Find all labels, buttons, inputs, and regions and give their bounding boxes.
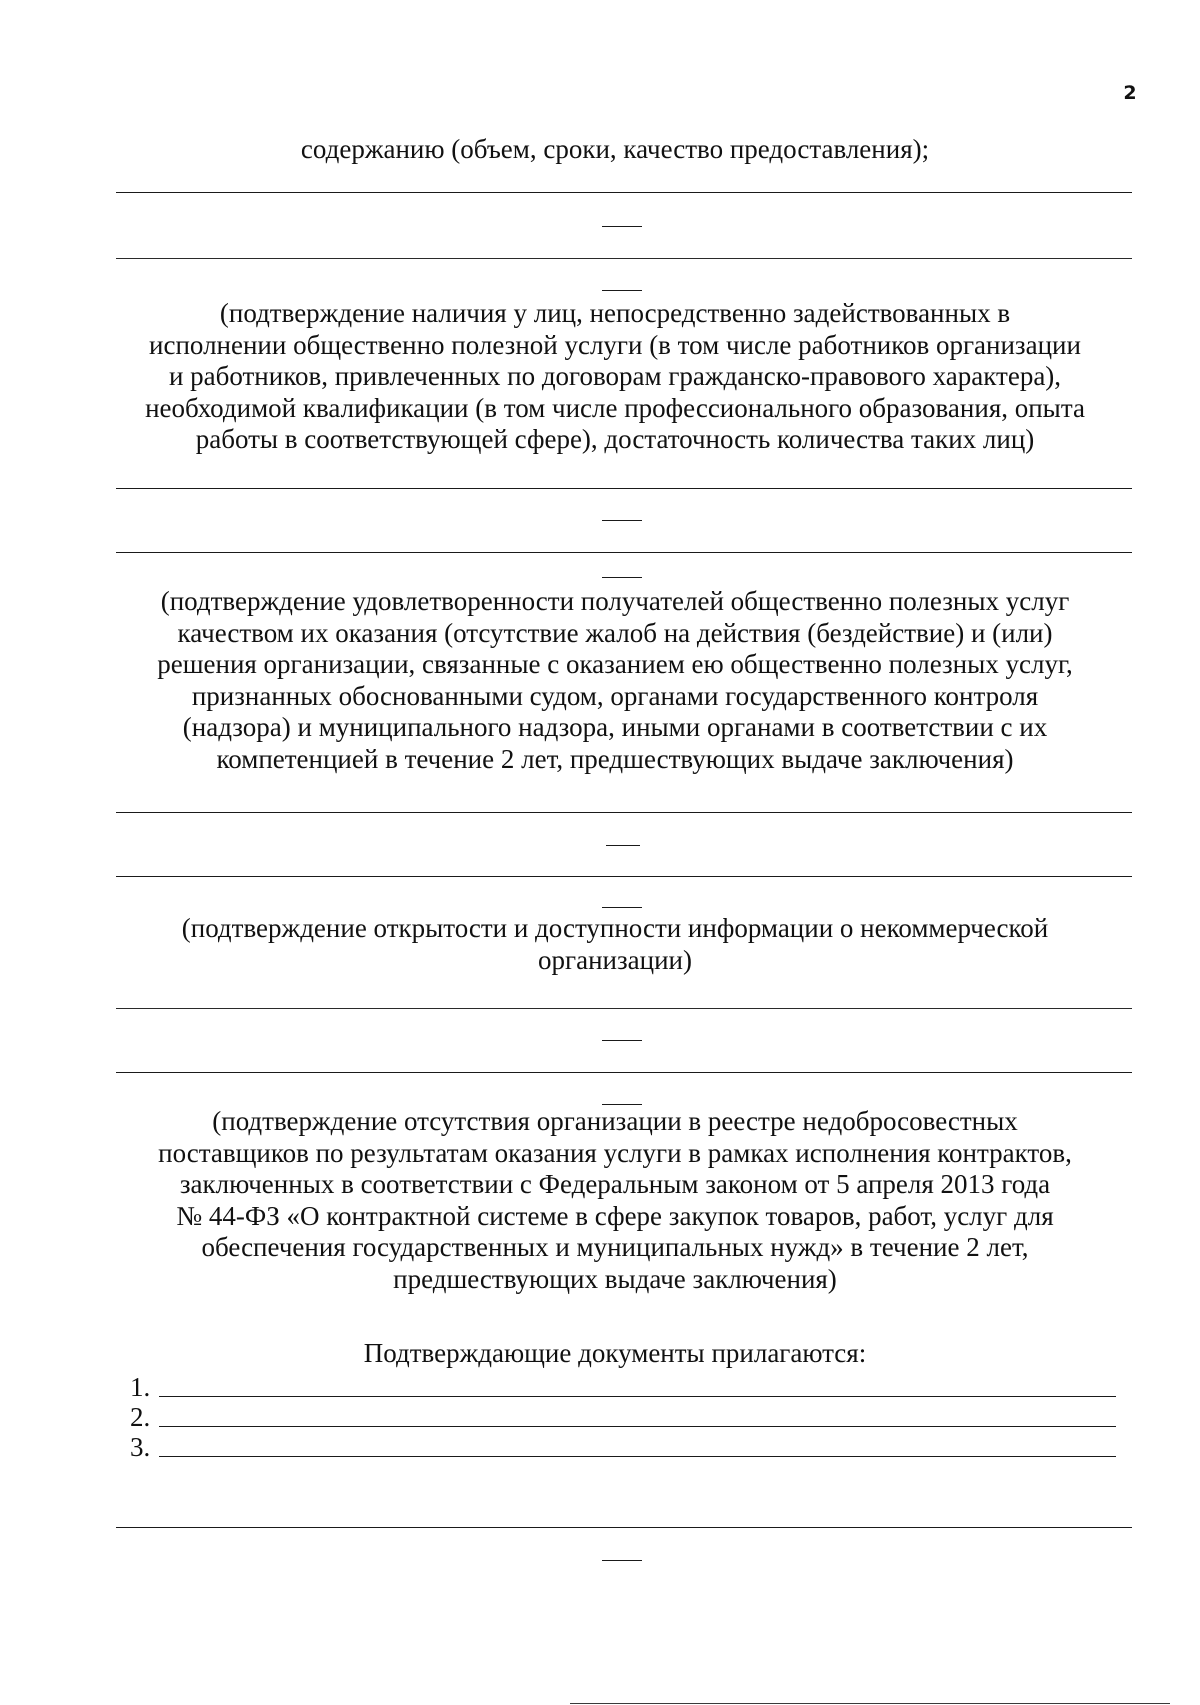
dash-mark [602,226,642,227]
caption-unfair-suppliers [110,1106,1120,1295]
caption-qualification [110,298,1120,456]
fill-line [116,1072,1132,1073]
dash-mark [602,290,642,291]
dash-mark [602,1040,642,1041]
caption-line: решения организации, связанные с оказанием ею общественно полезных услуг, [157,649,1073,679]
caption-line: поставщиков по результатам оказания услуги в рамках исполнения контрактов, [158,1137,1072,1168]
caption-line: компетенцией в течение 2 лет, предшествующих выдаче заключения) [216,743,1014,774]
dash-mark [602,520,642,521]
caption-line: (подтверждение открытости и доступности информации о некоммерческой [181,913,1049,943]
caption-line: обеспечения государственных и муниципальных нужд» в течение 2 лет, [201,1232,1029,1262]
page-number: 2 [1123,82,1137,104]
dash-mark [602,1104,642,1105]
fill-line [116,812,1132,813]
caption-line: № 44-ФЗ «О контрактной системе в сфере закупок товаров, работ, услуг для [176,1200,1054,1231]
attachment-item-3 [130,1432,1130,1462]
attachment-number: 1. [130,1372,151,1402]
fill-line [116,1527,1132,1528]
scan-edge-line [570,1703,1170,1704]
fill-line [116,876,1132,877]
attachment-fill-line [159,1396,1116,1397]
intro-line: содержанию (объем, сроки, качество предоставления); [300,134,930,164]
caption-line: (подтверждение удовлетворенности получателей общественно полезных услуг [160,586,1070,616]
fill-line [116,1008,1132,1009]
caption-line: исполнении общественно полезной услуги (в том числе работников организации [149,329,1081,360]
attachment-number: 2. [130,1402,151,1432]
attachment-item-1 [130,1372,1130,1402]
caption-line: необходимой квалификации (в том числе профессионального образования, опыта [145,392,1085,423]
attachment-fill-line [159,1456,1116,1457]
fill-line [116,488,1132,489]
fill-line [116,258,1132,259]
dash-mark [602,1560,642,1561]
attachment-fill-line [159,1426,1116,1427]
caption-line: качеством их оказания (отсутствие жалоб на действия (бездействие) и (или) [177,617,1053,648]
caption-line: предшествующих выдаче заключения) [393,1263,837,1294]
attachment-item-2 [130,1402,1130,1432]
caption-line: (надзора) и муниципального надзора, иными органами в соответствии с их [182,712,1048,742]
dash-mark [606,845,640,846]
caption-openness [110,913,1120,976]
caption-line: работы в соответствующей сфере), достаточность количества таких лиц) [195,424,1035,454]
attachments-heading: Подтверждающие документы прилагаются: [363,1338,867,1368]
caption-line: и работников, привлеченных по договорам гражданско-правового характера), [168,361,1062,391]
dash-mark [602,577,642,578]
caption-line: заключенных в соответствии с Федеральным законом от 5 апреля 2013 года [179,1169,1051,1199]
caption-satisfaction [110,586,1120,775]
caption-line: организации) [538,944,692,975]
caption-line: (подтверждение отсутствия организации в реестре недобросовестных [212,1106,1018,1136]
fill-line [116,192,1132,193]
dash-mark [602,907,642,908]
fill-line [116,552,1132,553]
attachment-number: 3. [130,1432,151,1462]
caption-line: (подтверждение наличия у лиц, непосредственно задействованных в [219,298,1011,328]
caption-line: признанных обоснованными судом, органами государственного контроля [191,680,1039,711]
